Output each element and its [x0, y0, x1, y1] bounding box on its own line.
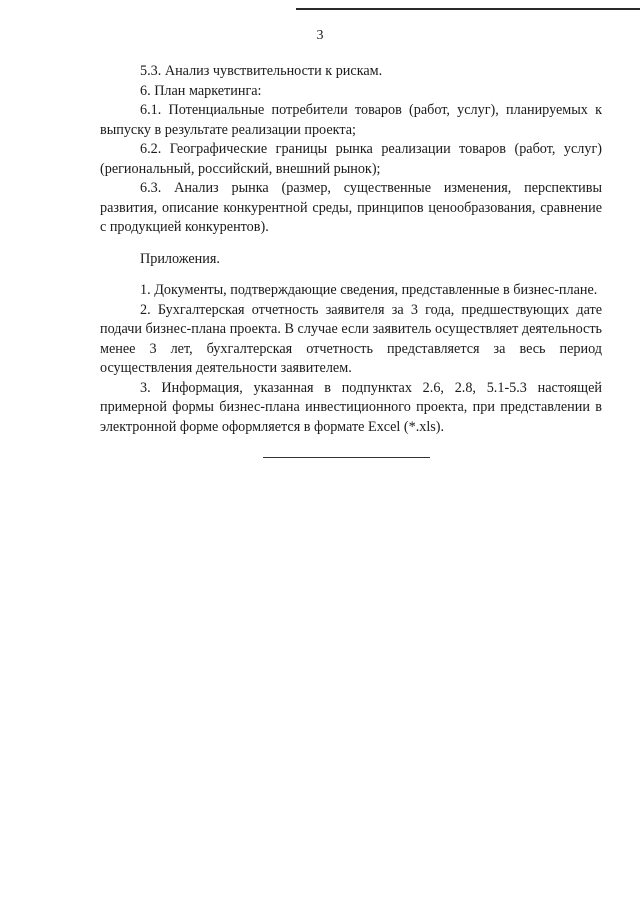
appendices-heading: Приложения. [140, 250, 220, 267]
top-scan-line [296, 8, 640, 10]
page-number: 3 [316, 28, 324, 43]
paragraph-6-3: 6.3. Анализ рынка (размер, существенные изменения, перспективы развития, описание конкурентной среды, принципов ценообразования, сравнение с продукцией конкурентов). [100, 180, 602, 235]
paragraph-6-2: 6.2. Географические границы рынка реализации товаров (работ, услуг) (региональный, российский, внешний рынок); [100, 141, 602, 177]
appendix-item-1: 1. Документы, подтверждающие сведения, представленные в бизнес-плане. [140, 282, 598, 298]
appendix-item-3: 3. Информация, указанная в подпунктах 2.6, 2.8, 5.1-5.3 настоящей примерной формы бизнес-плана инвестиционного проекта, при представлении в электронной форме оформляется в формате Excel (*.xls). [100, 379, 602, 435]
paragraph-5-3: 5.3. Анализ чувствительности к рискам. [140, 63, 383, 79]
end-of-text-line [263, 457, 430, 458]
appendix-item-2: 2. Бухгалтерская отчетность заявителя за 3 года, предшествующих дате подачи бизнес-плана проекта. В случае если заявитель осуществляет деятельность менее 3 лет, бухгалтерская отчетность представляется за весь период осуществления деятельности заявителем. [100, 301, 602, 376]
paragraph-6-1: 6.1. Потенциальные потребители товаров (работ, услуг), планируемых к выпуску в результате реализации проекта; [100, 102, 602, 138]
paragraph-6-marketing-plan: 6. План маркетинга: [140, 82, 262, 99]
document-body [100, 62, 602, 437]
